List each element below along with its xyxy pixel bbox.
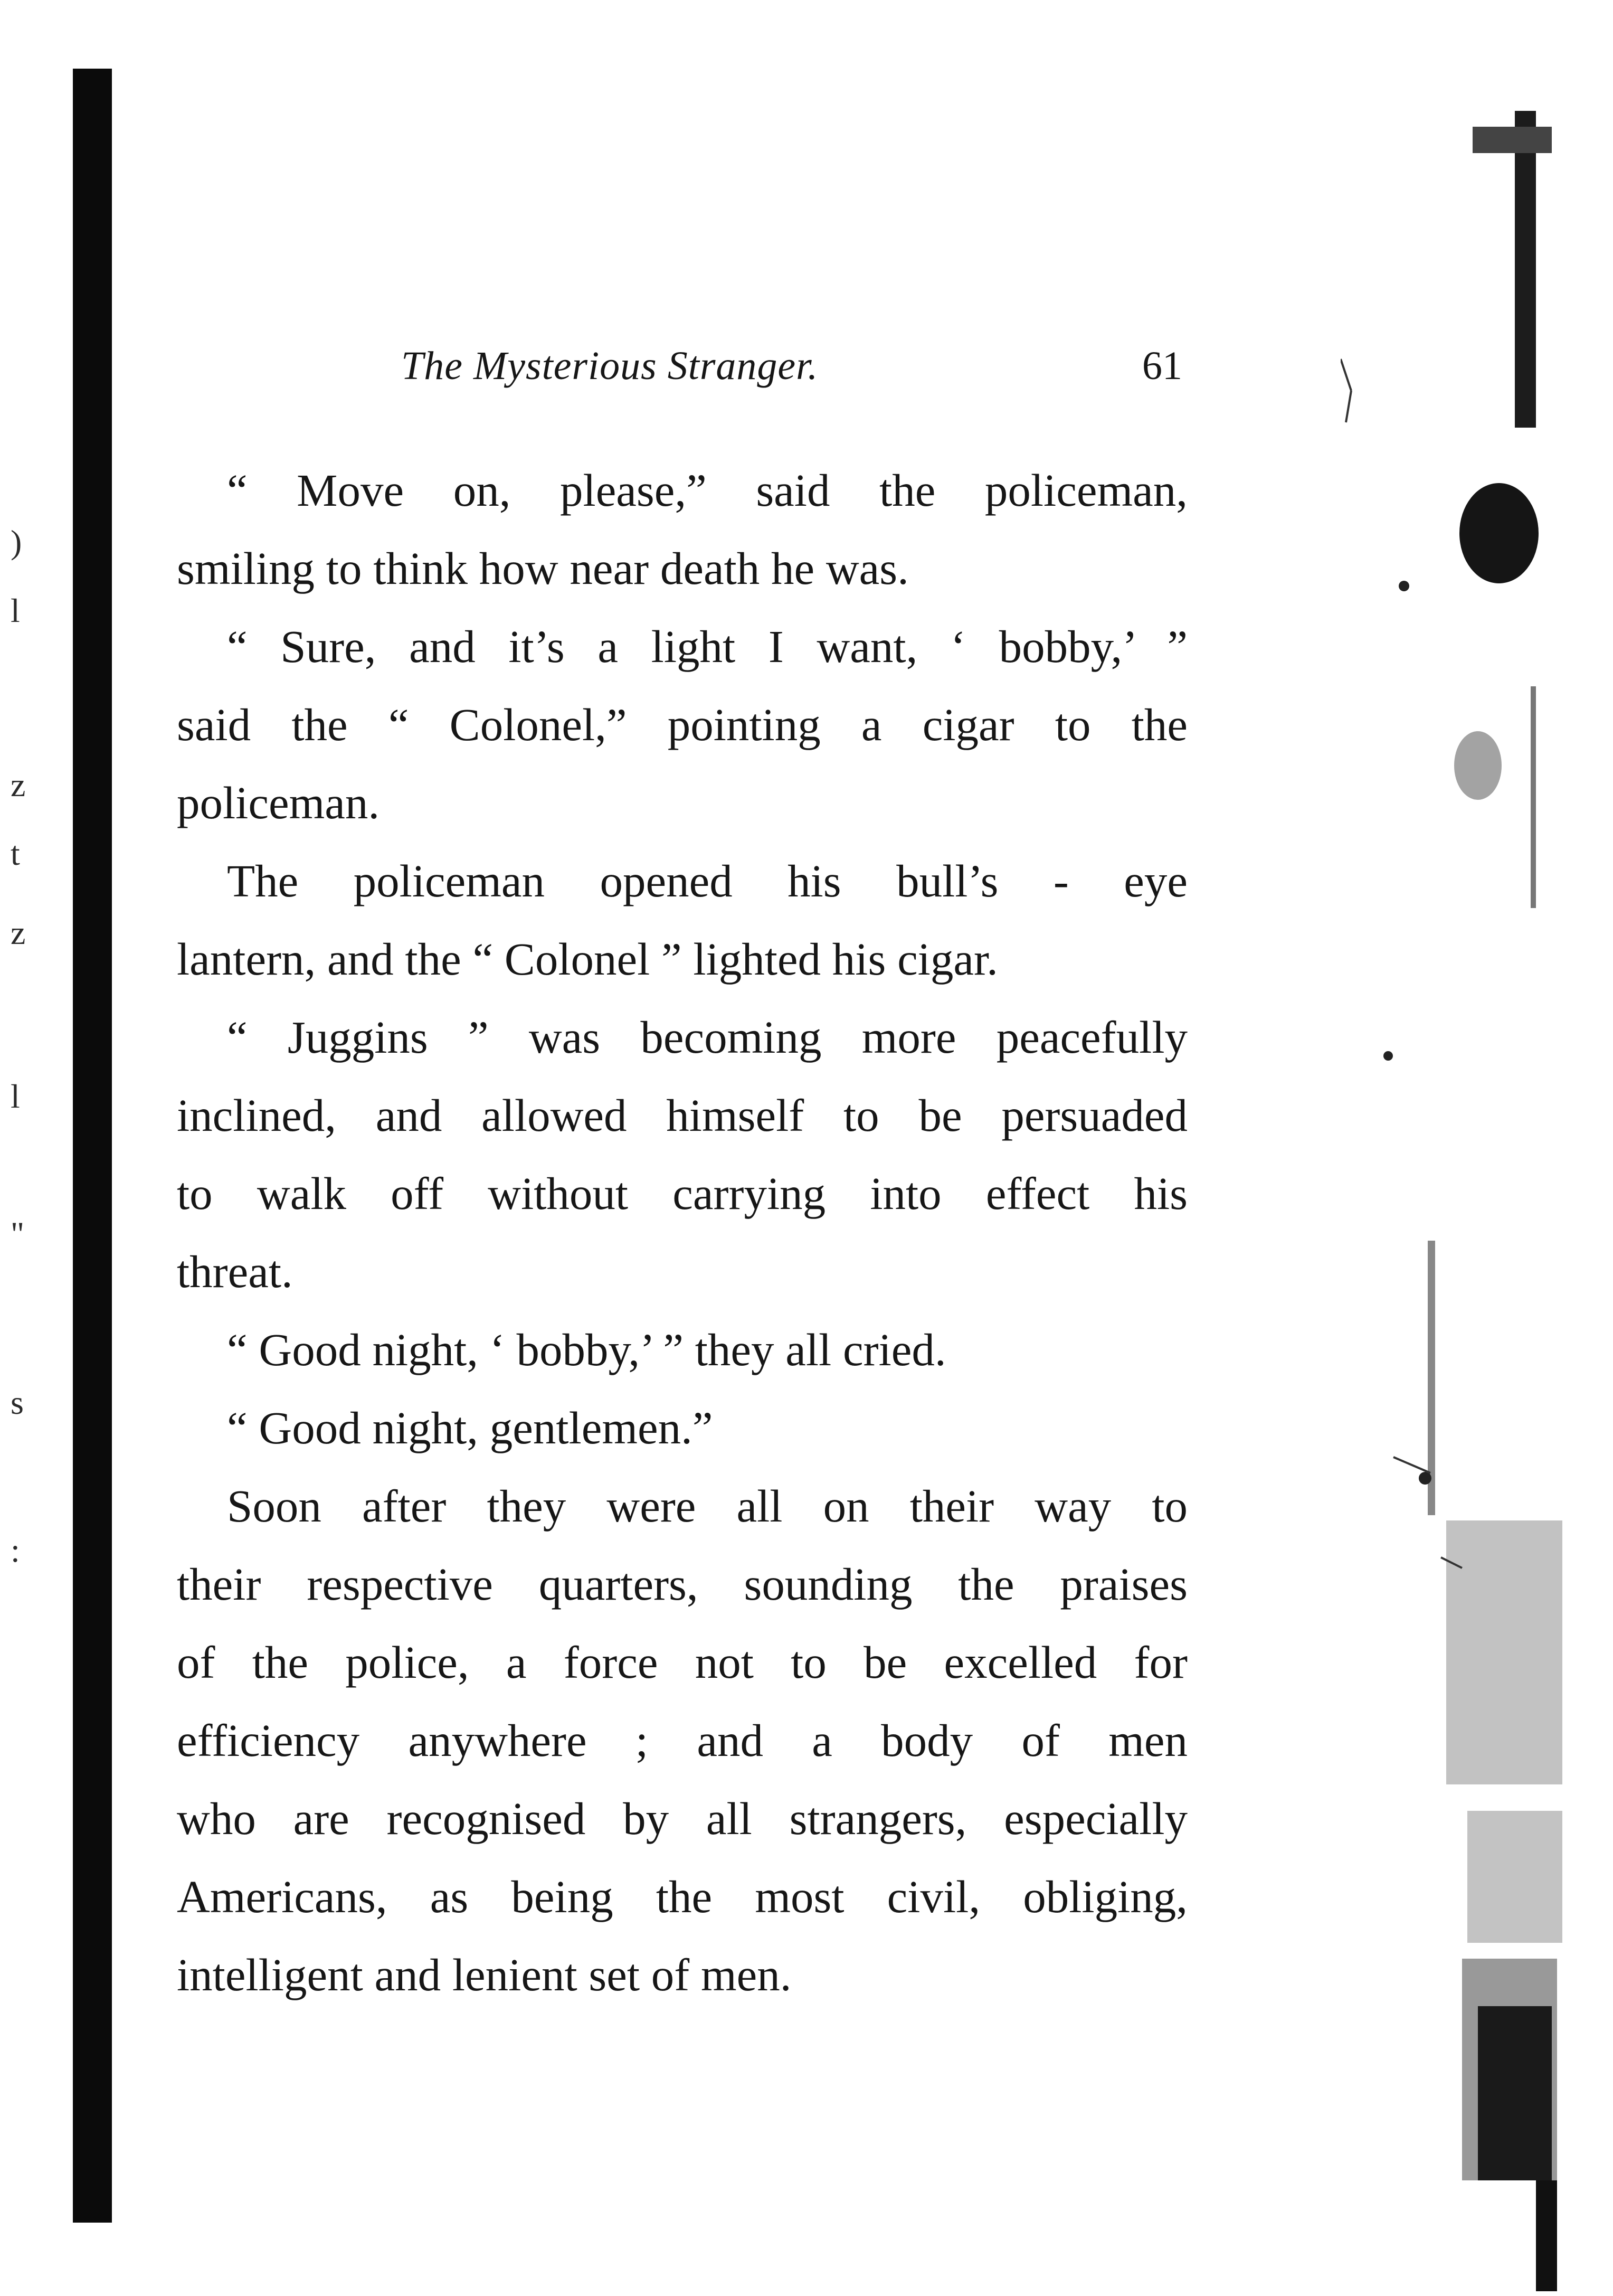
text-line: efficiency anywhere ; and a body of men [177,1715,1188,1766]
scan-noise-graphic [1341,95,1562,2291]
paragraph [177,451,1188,608]
paragraph [177,1389,1188,1467]
facing-page-bleed-through [5,0,37,2296]
body-text [177,451,1188,2014]
text-line: smiling to think how near death he was. [177,543,909,594]
bleed-letter: l [11,1078,20,1115]
paragraph [177,998,1188,1311]
paragraph [177,842,1188,998]
bleed-letter: s [11,1384,24,1421]
text-line: said the “ Colonel,” pointing a cigar to the [177,699,1188,750]
scan-edge-noise [1341,95,1562,2291]
text-line: their respective quarters, sounding the praises [177,1558,1188,1610]
text-line: of the police, a force not to be excelled for [177,1637,1188,1688]
text-line: lantern, and the “ Colonel ” lighted his cigar. [177,933,998,985]
text-line: “ Juggins ” was becoming more peacefully [227,1012,1188,1063]
text-line: policeman. [177,777,380,828]
paragraph [177,1311,1188,1389]
bleed-letter: z [11,766,26,804]
bleed-letter: " [11,1215,25,1252]
text-line: The policeman opened his bull’s - eye [227,855,1188,906]
text-line: “ Good night, gentlemen.” [227,1402,713,1453]
running-title: The Mysterious Stranger. [401,344,819,388]
text-line: “ Move on, please,” said the policeman, [227,465,1188,516]
text-line: who are recognised by all strangers, especially [177,1793,1188,1844]
binding-shadow [73,69,112,2223]
text-line: inclined, and allowed himself to be persuaded [177,1090,1188,1141]
text-line: “ Good night, ‘ bobby,’ ” they all cried. [227,1324,946,1375]
paragraph [177,1467,1188,2014]
bleed-letter: : [11,1532,20,1569]
bleed-letter: l [11,592,20,629]
text-line: to walk off without carrying into effect his [177,1168,1188,1219]
text-line: Americans, as being the most civil, obliging, [177,1871,1188,1922]
bleed-letter: t [11,835,20,872]
running-header [401,343,1182,407]
text-line: “ Sure, and it’s a light I want, ‘ bobby,’ ” [227,621,1188,672]
text-line: threat. [177,1246,293,1297]
text-line: Soon after they were all on their way to [227,1480,1188,1532]
bleed-letter: ) [11,523,22,561]
bleed-letter: z [11,914,26,951]
paragraph [177,608,1188,842]
text-line: intelligent and lenient set of men. [177,1949,792,2000]
page-number: 61 [1142,344,1182,388]
